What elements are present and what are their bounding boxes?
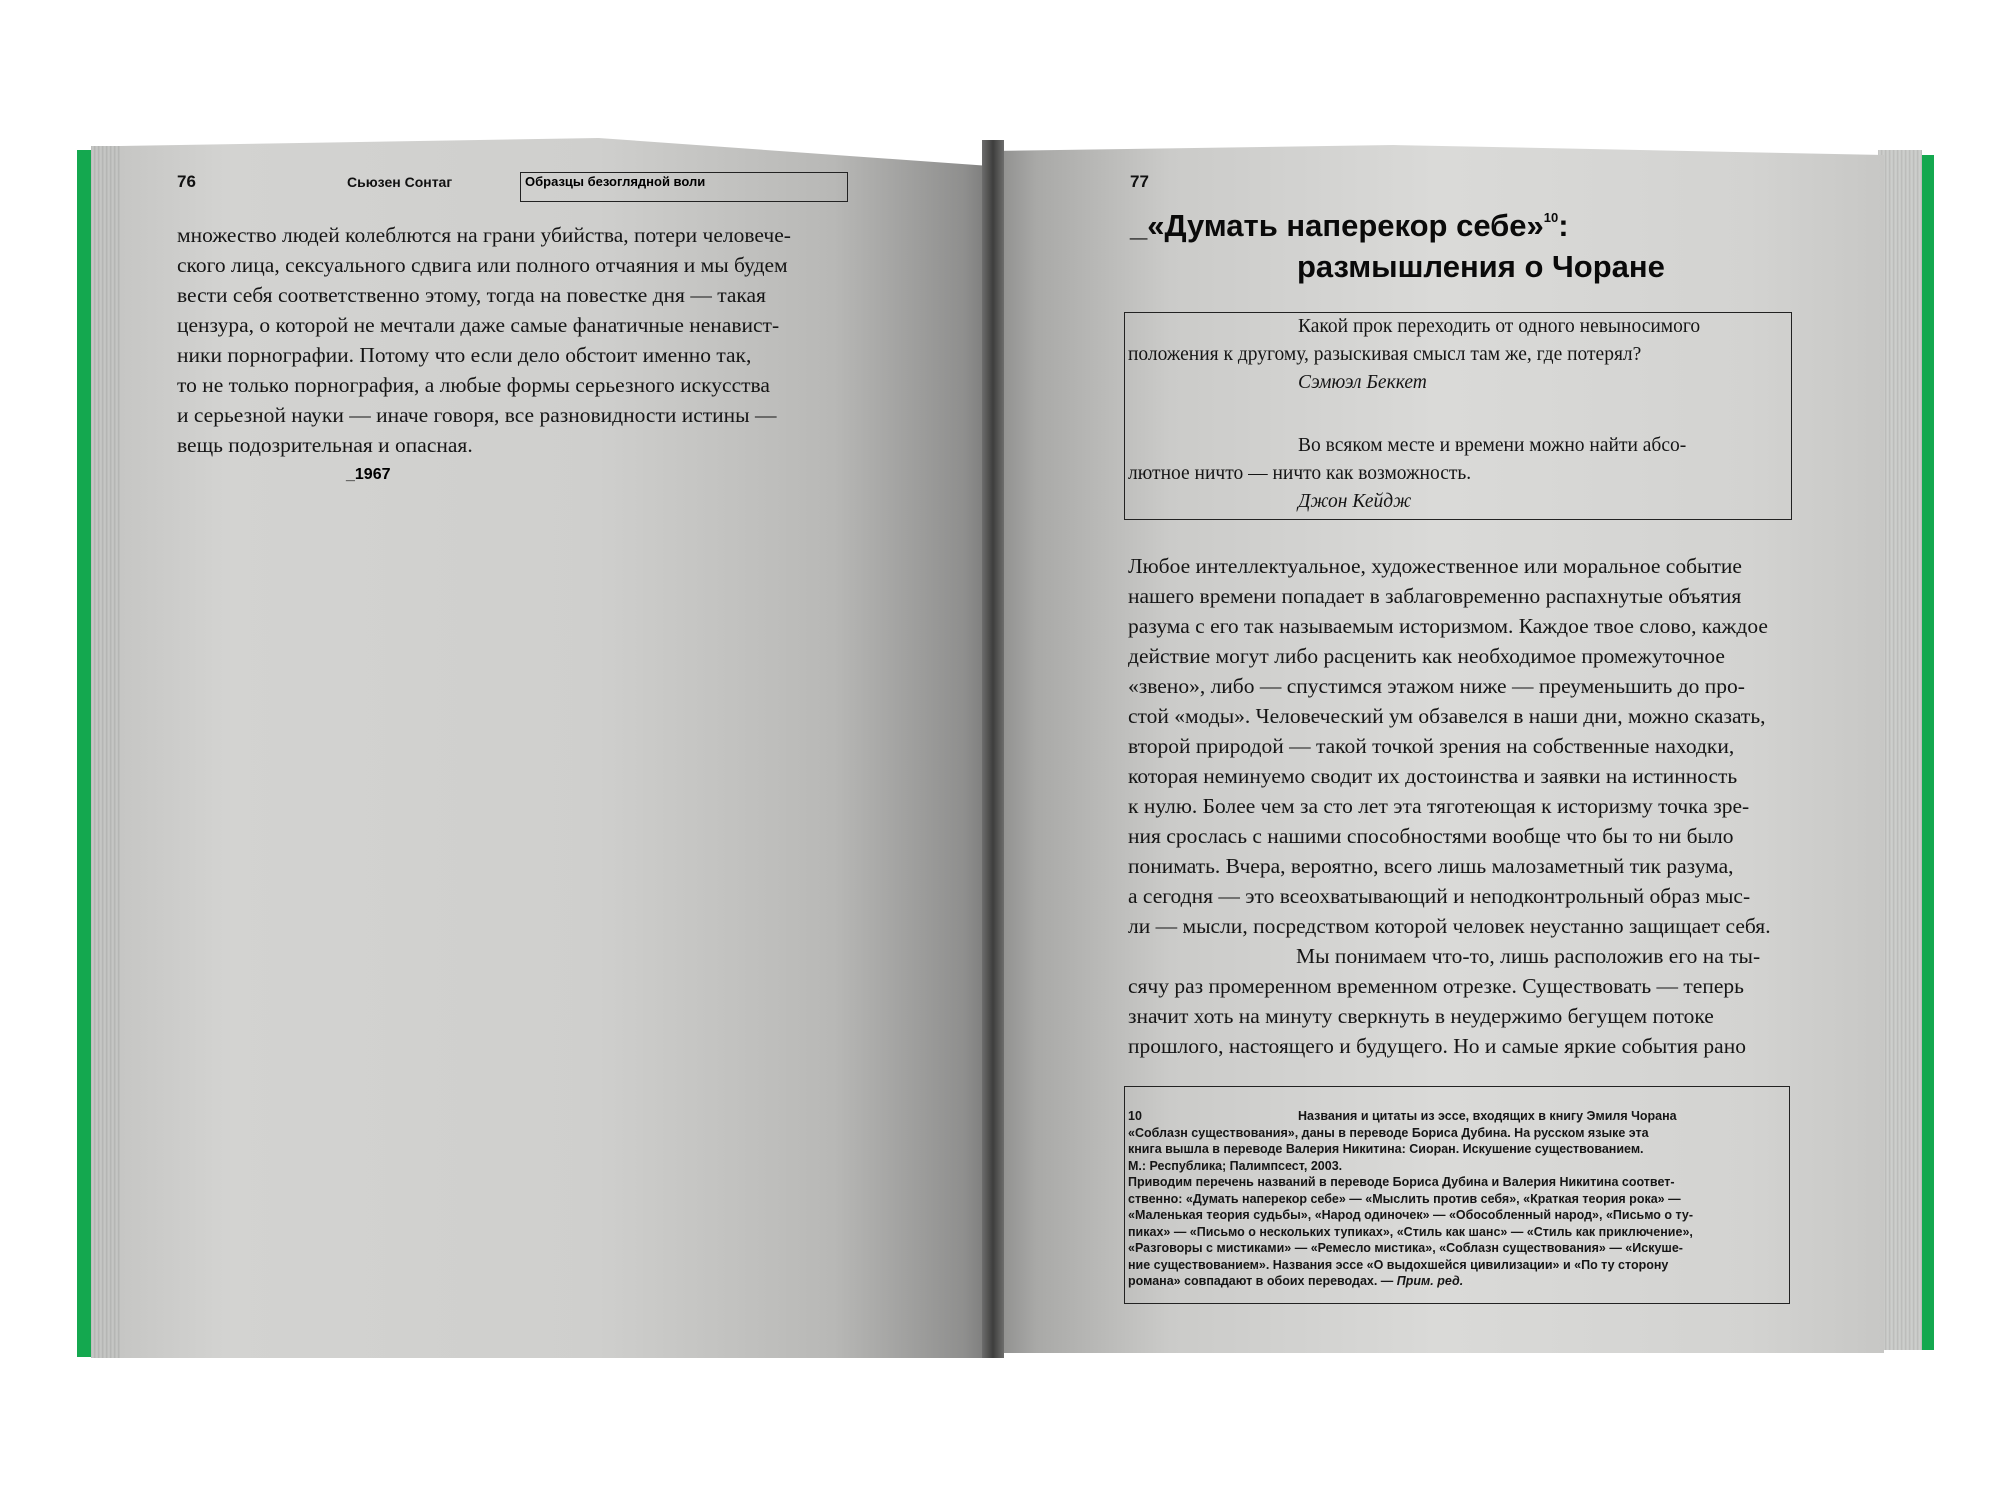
footnote-text: Названия и цитаты из эссе, входящих в книгу Эмиля Чорана xyxy=(1298,1109,1677,1123)
footnote-line: «Маленькая теория судьбы», «Народ одиночек» — «Обособленный народ», «Письмо о ту- xyxy=(1128,1208,1694,1222)
text-line: то не только порнография, а любые формы серьезного искусства xyxy=(177,373,770,397)
text-line: понимать. Вчера, вероятно, всего лишь малозаметный тик разума, xyxy=(1128,854,1734,878)
text-line: ского лица, сексуального сдвига или полного отчаяния и мы будем xyxy=(177,253,788,277)
epigraph-author-text: Сэмюэл Беккет xyxy=(1298,372,1427,393)
cover-right-edge xyxy=(1920,155,1934,1350)
footnote-first-line xyxy=(1128,1108,1788,1125)
book-gutter xyxy=(982,140,1004,1358)
footnote-last-line xyxy=(1128,1273,1788,1290)
editor-note: Прим. ред. xyxy=(1396,1274,1464,1288)
footnote-line: книга вышла в переводе Валерия Никитина: Сиоран. Искушение существованием. xyxy=(1128,1142,1644,1156)
title-colon: : xyxy=(1558,208,1569,243)
footnote-line: «Разговоры с мистиками» — «Ремесло мистика», «Соблазн существования» — «Искуше- xyxy=(1128,1241,1683,1255)
text-line: разума с его так называемым историзмом. Каждое твое слово, каждое xyxy=(1128,614,1768,638)
footnote xyxy=(1128,1108,1788,1290)
text-line: значит хоть на минуту сверкнуть в неудержимо бегущем потоке xyxy=(1128,1004,1714,1028)
footnote-line: ние существованием». Названия эссе «О выдохшейся цивилизации» и «По ту сторону xyxy=(1128,1257,1669,1272)
right-page-number: 77 xyxy=(1130,172,1149,191)
right-body-text xyxy=(1128,551,1788,1061)
text-line: прошлого, настоящего и будущего. Но и самые яркие события рано xyxy=(1128,1034,1746,1058)
chapter-title-line1 xyxy=(1130,208,1569,244)
text-line: которая неминуемо сводит их достоинства и заявки на истинность xyxy=(1128,764,1738,788)
text-line: и серьезной науки — иначе говоря, все разновидности истины — xyxy=(177,403,777,427)
text-line: ли — мысли, посредством которой человек неустанно защищает себя. xyxy=(1128,914,1771,938)
text-line: вещь подозрительная и опасная. xyxy=(177,433,473,457)
epigraph-1-line2: положения к другому, разыскивая смысл там же, где потерял? xyxy=(1128,344,1642,365)
text-line: стой «моды». Человеческий ум обзавелся в наши дни, можно сказать, xyxy=(1128,704,1766,728)
page-block-right-edge xyxy=(1878,150,1922,1350)
epigraph-author-text: Джон Кейдж xyxy=(1298,491,1412,512)
left-page-number: 76 xyxy=(177,172,196,191)
text-line: а сегодня — это всеохватывающий и неподконтрольный образ мыс- xyxy=(1128,884,1751,908)
running-head-title-box xyxy=(520,172,848,202)
footnote-line: пиках» — «Письмо о нескольких тупиках», «Стиль как шанс» — «Стиль как приключение», xyxy=(1128,1224,1693,1239)
footnote-ref: 10 xyxy=(1543,210,1559,225)
essay-year: _1967 xyxy=(346,466,391,483)
text-line: Мы понимаем что-то, лишь расположив его на ты- xyxy=(1296,944,1761,968)
footnote-line: ственно: «Думать наперекор себе» — «Мыслить против себя», «Краткая теория рока» — xyxy=(1128,1191,1681,1206)
running-head-title: Образцы безоглядной воли xyxy=(525,174,706,189)
epigraph-2-author xyxy=(1298,487,1411,517)
chapter-title-line2: размышления о Чоране xyxy=(1297,249,1665,284)
footnote-text: романа» совпадают в обоих переводах. — xyxy=(1128,1274,1394,1288)
text-line: действие могут либо расценить как необходимое промежуточное xyxy=(1128,644,1725,668)
title-text: _«Думать наперекор себе» xyxy=(1130,208,1544,243)
text-line: ники порнографии. Потому что если дело обстоит именно так, xyxy=(177,343,752,367)
epigraph-1-author xyxy=(1298,368,1427,398)
text-line: «звено», либо — спустимся этажом ниже — преуменьшить до про- xyxy=(1128,674,1745,698)
text-line: цензура, о которой не мечтали даже самые фанатичные ненавист- xyxy=(177,313,780,337)
epigraph-2-line2: лютное ничто — ничто как возможность. xyxy=(1128,463,1472,484)
text-line: множество людей колеблются на грани убийства, потери человече- xyxy=(177,223,791,247)
epigraph-2-line1: Во всяком месте и времени можно найти абсо- xyxy=(1298,435,1687,456)
footnote-line: М.: Республика; Палимпсест, 2003. xyxy=(1128,1158,1343,1173)
text-line: нашего времени попадает в заблаговременно распахнутые объятия xyxy=(1128,584,1742,608)
footnote-line: «Соблазн существования», даны в переводе Бориса Дубина. На русском языке эта xyxy=(1128,1125,1649,1140)
text-line: Любое интеллектуальное, художественное или моральное событие xyxy=(1128,554,1742,578)
epigraph-1-line1: Какой прок переходить от одного невыносимого xyxy=(1298,316,1701,337)
footnote-number: 10 xyxy=(1128,1109,1142,1123)
left-body-text xyxy=(177,220,847,460)
footnote-line: Приводим перечень названий в переводе Бориса Дубина и Валерия Никитина соответ- xyxy=(1128,1175,1675,1189)
running-head-author: Сьюзен Сонтаг xyxy=(347,174,453,190)
text-line: вести себя соответственно этому, тогда на повестке дня — такая xyxy=(177,283,766,307)
text-line: сячу раз промеренном временном отрезке. Существовать — теперь xyxy=(1128,974,1744,998)
text-line: ния срослась с нашими способностями вообще что бы то ни было xyxy=(1128,824,1734,848)
text-line: второй природой — такой точкой зрения на собственные находки, xyxy=(1128,734,1735,758)
text-line: к нулю. Более чем за сто лет эта тяготеющая к историзму точка зре- xyxy=(1128,794,1750,818)
